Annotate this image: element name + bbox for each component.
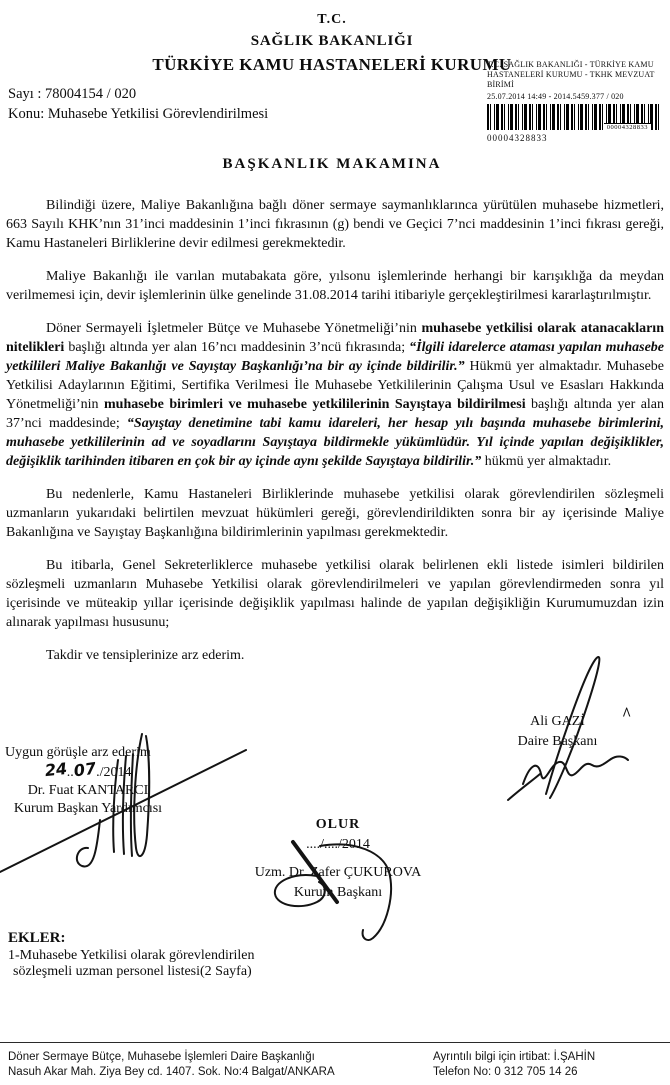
body-paragraph-3 — [6, 319, 664, 471]
body-paragraph-2: Maliye Bakanlığı ile varılan mutabakata göre, yılsonu işlemlerinde herhangi bir karışıklığa da meydan verilmemesi için, devir işlemlerinin ülke genelinde 31.08.2014 tarihi itibariyle gerçekleştirilmesi kararlaştırılmıştır. — [6, 269, 664, 303]
attachment-item-line2: sözleşmeli uzman personel listesi(2 Sayfa) — [13, 964, 252, 979]
approver-title: Kurum Başkan Yardımcısı — [13, 801, 163, 816]
letterhead-tc: T.C. — [317, 12, 347, 27]
attachments-heading: EKLER: — [8, 930, 66, 946]
approver-name: Dr. Fuat KANTARCI — [27, 783, 149, 798]
p3-run-7-quote: “Sayıştay denetimine tabi kamu idareleri, her hesap yılı başında muhasebe birimlerini, muhasebe yetkililerinin ad ve soyadlarını Sayıştaya bildirmekle yükümlüdür. Yıl içinde yapılan değişiklikler, değişiklik tarihinden itibaren en çok bir ay içinde aynı şekilde Sayıştaya bildirilir.” — [6, 416, 664, 469]
footer — [0, 1042, 670, 1080]
footer-phone: Telefon No: 0 312 705 14 26 — [433, 1066, 578, 1078]
body-paragraph-closing: Takdir ve tensiplerinize arz ederim. — [46, 648, 245, 663]
barcode-inline-label: 00004328833 — [604, 123, 651, 131]
barcode — [487, 104, 661, 130]
approver-name: Ali GAZİ — [530, 714, 585, 729]
p3-run-0: Döner Sermayeli İşletmeler Bütçe ve Muhasebe Yönetmeliği’nin — [46, 321, 422, 336]
letter-body — [6, 196, 664, 679]
body-paragraph-4: Bu nedenlerle, Kamu Hastaneleri Birliklerinde muhasebe yetkilisi olarak görevlendirilen sözleşmeli uzmanların yukarıdaki belirtilen mevzuat hükümleri gereği, görevlendirildikten sonra bir ay içerisinde Maliye Bakanlığına ve Sayıştay Başkanlığına bildirimlerinin yapılması gerekmektedir. — [6, 487, 664, 540]
olur-date: ..../..../2014 — [306, 837, 370, 852]
letterhead-institution: TÜRKİYE KAMU HASTANELERİ KURUMU — [152, 55, 512, 74]
signature-zafer-cukurova — [265, 838, 435, 953]
footer-department: Döner Sermaye Bütçe, Muhasebe İşlemleri Daire Başkanlığı — [8, 1051, 315, 1063]
body-paragraph-1: Bilindiği üzere, Maliye Bakanlığına bağlı döner sermaye saymanlıklarınca yürütülen muhasebe hizmetleri, 663 Sayılı KHK’nın 31’inci maddesinin 1’inci fıkrasının (g) bendi ve Geçici 7’nci maddesinin 1’inci fıkrası gereği, Kamu Hastaneleri Birliklerine devir edilmesi gerekmektedir. — [6, 198, 664, 251]
signature-fuat-kantarci — [0, 730, 250, 885]
date-dots: .. — [66, 765, 74, 780]
p3-run-2: başlığı altında yer alan 16’ncı maddesinin 3’ncü fıkrasında; — [64, 340, 410, 355]
approver-title: Kurum Başkanı — [293, 885, 383, 900]
footer-contact — [433, 1050, 662, 1080]
signature-ali-gazi — [478, 652, 653, 807]
footer-address — [8, 1050, 433, 1080]
body-paragraph-5: Bu itibarla, Genel Sekreterliklerce muhasebe yetkilisi olarak belirlenen ekli listede isimleri bildirilen sözleşmeli uzmanların Muhasebe Yetkilisi olarak görevlendirilmeleri ve yapılan görevlendirmeden sonra yıl içerisinde ve müteakip yıllar içerisinde değişiklik yapılması halinde de yapılan değişikliğin Kurumumuzdan izin alınarak yapılması hususunu; — [6, 558, 664, 630]
approver-name: Uzm. Dr. Zafer ÇUKUROVA — [254, 865, 422, 880]
p3-run-8: hükmü yer almaktadır. — [481, 454, 612, 469]
sayi-line: Sayı : 78004154 / 020 — [8, 86, 137, 102]
document-meta — [8, 84, 268, 124]
approval-phrase: Uygun görüşle arz ederim — [5, 745, 151, 760]
letterhead-ministry: SAĞLIK BAKANLIĞI — [250, 33, 414, 49]
stamp-ref-line: 25.07.2014 14:49 - 2014.5459.377 / 020 — [487, 92, 624, 101]
stamp-org-text: T.C. SAĞLIK BAKANLIĞI - TÜRKİYE KAMU HASTANELERİ KURUMU - TKHK MEVZUAT BİRİMİ — [487, 60, 655, 89]
caret-mark: ^ — [622, 704, 632, 725]
konu-line: Konu: Muhasebe Yetkilisi Görevlendirilmesi — [8, 106, 269, 122]
attachments-block — [8, 930, 255, 980]
p3-run-6: başlığı altında yer alan 37’nci maddesinde; — [6, 397, 665, 431]
barcode-number: 00004328833 — [487, 133, 548, 143]
p3-run-4: Hükmü yer almaktadır. Muhasebe Yetkilisi Adaylarının Eğitimi, Sertifika Verilmesi İle Muhasebe Yetkililerinin Çalışma Usul ve Esasları Hakkında Yönetmeliği’nin — [6, 359, 664, 412]
p3-run-5-bold: muhasebe birimleri ve muhasebe yetkililerinin Sayıştaya bildirilmesi — [104, 397, 526, 412]
footer-contact-person: Ayrıntılı bilgi için irtibat: İ.ŞAHİN — [433, 1051, 596, 1063]
document-title: BAŞKANLIK MAKAMINA — [222, 156, 442, 172]
p3-run-3-quote: “İlgili idarelerce ataması yapılan muhasebe yetkilileri Maliye Bakanlığı ve Sayıştay Başkanlığı’na bir ay içinde bildirilir.” — [6, 340, 664, 374]
handwritten-day: 24 — [43, 758, 68, 781]
date-tail: ./2014 — [96, 765, 132, 780]
footer-street-address: Nasuh Akar Mah. Ziya Bey cd. 1407. Sok. No:4 Balgat/ANKARA — [8, 1066, 335, 1078]
attachment-item-line1: 1-Muhasebe Yetkilisi olarak görevlendirilen — [8, 948, 255, 963]
approver-title: Daire Başkanı — [517, 734, 598, 749]
registry-stamp — [487, 60, 665, 143]
handwritten-month: 07 — [72, 758, 98, 781]
p3-run-1-bold: muhasebe yetkilisi olarak atanacakların nitelikleri — [6, 321, 664, 355]
olur-label: OLUR — [315, 817, 361, 832]
